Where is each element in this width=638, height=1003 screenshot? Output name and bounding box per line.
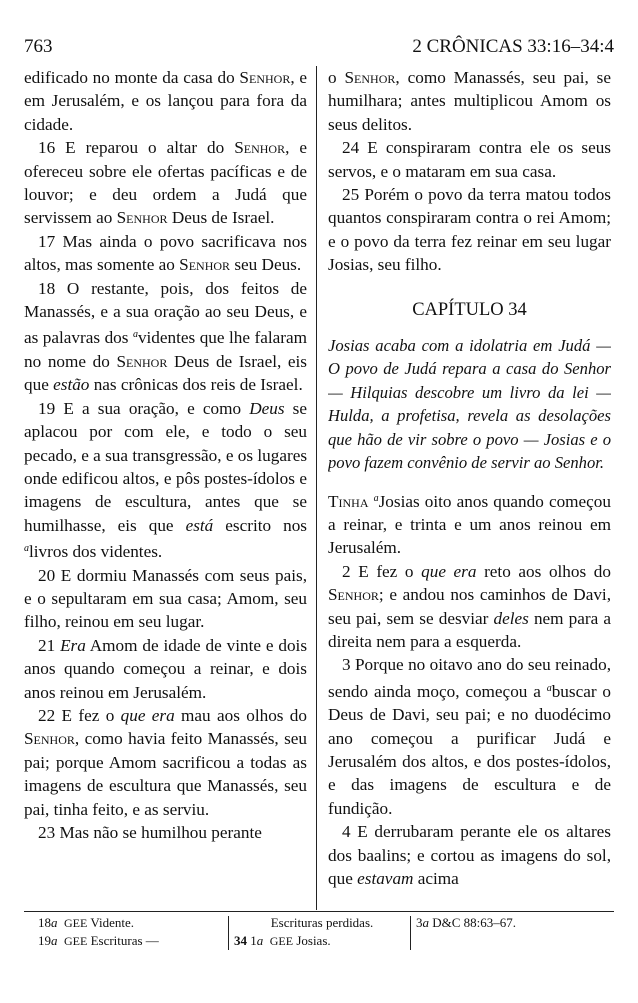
verse-25: 25 Porém o povo da terra matou todos quantos conspiraram contra o rei Amom; e o povo da terra fez reinar em seu lugar Josias, seu filho.	[328, 185, 611, 275]
verse-24: 24 E conspiraram contra ele os seus servos, e o mataram em sua casa.	[328, 138, 611, 181]
left-column	[24, 66, 307, 910]
right-column	[328, 66, 611, 910]
verse-18: 18 O restante, pois, dos feitos de Manassés, e a sua oração ao seu Deus, e as palavras dos $^a$videntes que lhe falaram no nome do Senhor Deus de Israel, eis que estão nas crônicas dos reis de Israel.	[24, 278, 307, 395]
verse-15-continuation: edificado no monte da casa do Senhor, e em Jerusalém, e os lançou para fora da cidade.	[24, 68, 307, 134]
verse-20: 20 E dormiu Manassés com seus pais, e o sepultaram em sua casa; Amom, seu filho, reinou em seu lugar.	[24, 565, 307, 632]
verse-17: 17 Mas ainda o povo sacrificava nos altos, mas somente ao Senhor seu Deus.	[24, 231, 307, 275]
footnote-19a-continuation: Escrituras perdidas.	[270, 915, 374, 930]
footnote-column-1	[38, 914, 228, 952]
verse-21: 21 Era Amom de idade de vinte e dois anos quando começou a reinar, e dois anos reinou em Jerusalém.	[24, 635, 307, 702]
verse-16: 16 E reparou o altar do Senhor, e ofereceu sobre ele ofertas pacíficas e de louvor; e deu ordem a Judá que servissem ao Senhor Deus de Israel.	[24, 138, 307, 228]
footnote-19a[interactable]: 19a GEE Escrituras —	[38, 933, 159, 948]
verse-23: 23 Mas não se humilhou perante	[38, 823, 262, 842]
verse-2: 2 E fez o que era reto aos olhos do Senhor; e andou nos caminhos de Davi, seu pai, sem se desviar deles nem para a direita nem para a esquerda.	[328, 561, 611, 651]
chapter-summary: Josias acaba com a idolatria em Judá — O povo de Judá repara a casa do Senhor — Hilquias descobre um livro da lei — Hulda, a profetisa, revela as desolações que hão de vir sobre o povo — Josias e o povo fazem convênio de servir ao Senhor.	[328, 336, 611, 473]
verse-19: 19 E a sua oração, e como Deus se aplacou por com ele, e todo o seu pecado, e a sua transgressão, e os lugares onde edificou altos, e pôs postes-ídolos e imagens de escultura, antes que se humilhasse, eis que está escrito nos $^a$livros dos videntes.	[24, 398, 307, 562]
column-divider	[316, 66, 317, 910]
verse-3: 3 Porque no oitavo ano do seu reinado, sendo ainda moço, começou a $^a$buscar o Deus de Davi, seu pai; e no duodécimo ano começou a purificar Judá e Jerusalém dos altos, e dos postes-ídolos, e das imagens de escultura e de fundição.	[328, 655, 611, 818]
text-columns	[24, 66, 614, 910]
footnote-column-3	[416, 914, 614, 952]
page-header	[24, 36, 614, 62]
footnote-divider	[24, 911, 614, 912]
verse-4: 4 E derrubaram perante ele os altares dos baalins; e cortou as imagens do sol, que estavam acima	[328, 822, 611, 888]
chapter-title: CAPÍTULO 34	[412, 299, 527, 320]
footnote-marker[interactable]: a	[546, 682, 552, 694]
verse-23-continuation: o Senhor, como Manassés, seu pai, se humilhara; antes multiplicou Amom os seus delitos.	[328, 68, 611, 134]
footnote-separator	[410, 916, 411, 950]
footnote-column-2	[234, 914, 410, 952]
verse-1: Tinha $^a$Josias oito anos quando começou a reinar, e trinta e um anos reinou em Jerusalém.	[328, 491, 611, 558]
footnote-18a[interactable]: 18a GEE Vidente.	[38, 915, 134, 930]
footnote-3a[interactable]: 3a D&C 88:63–67.	[416, 915, 517, 930]
footnote-marker[interactable]: a	[24, 543, 29, 555]
footnote-34-1a[interactable]: 34 1a GEE Josias.	[234, 933, 331, 948]
scripture-page	[24, 0, 614, 1003]
footnote-marker[interactable]: a	[373, 492, 379, 504]
footnotes	[24, 914, 614, 954]
page-number: 763	[24, 36, 53, 57]
running-reference: 2 CRÔNICAS 33:16–34:4	[412, 36, 614, 57]
footnote-separator	[228, 916, 229, 950]
footnote-marker[interactable]: a	[132, 329, 138, 341]
verse-22: 22 E fez o que era mau aos olhos do Senhor, como havia feito Manassés, seu pai; porque Amom sacrificou a todas as imagens de escultura que Manassés, seu pai, tinha feito, e as serviu.	[24, 705, 307, 819]
